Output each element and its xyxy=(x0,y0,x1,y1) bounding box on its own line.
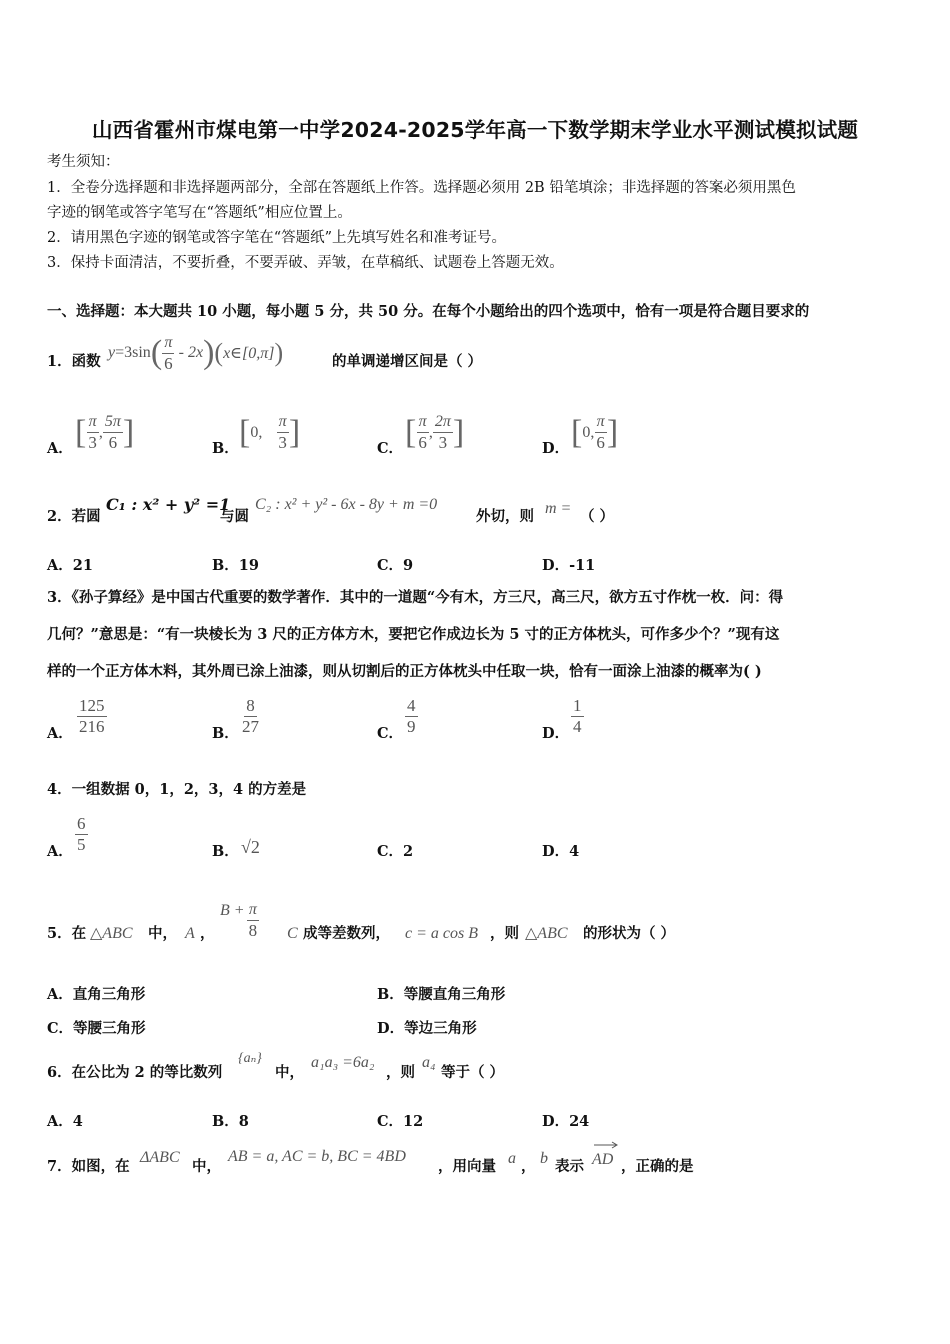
q7-number: 7．如图，在 xyxy=(47,1158,130,1175)
q5-number: 5．在 xyxy=(47,925,87,942)
q7-text-1: ，用向量 xyxy=(438,1158,496,1175)
q6-tail: 等于（ ） xyxy=(441,1064,505,1081)
q5-comma: ， xyxy=(200,925,215,942)
q5-triangle-2: △ABC xyxy=(525,925,568,942)
q1-option-a-label: A． xyxy=(47,440,73,457)
q6-number: 6．在公比为 2 的等比数列 xyxy=(47,1064,223,1081)
q3-option-a: $\frac{125}{216}$ xyxy=(79,696,105,736)
q3-option-a-label: A． xyxy=(47,725,73,742)
q4-option-c: C．2 xyxy=(377,843,414,860)
q6-option-a: A．4 xyxy=(47,1113,83,1130)
q4-option-b-label: B． xyxy=(212,843,239,860)
q1-tail: 的单调递增区间是（ ） xyxy=(332,353,483,370)
q5-text-2: ，则 xyxy=(490,925,519,942)
notice-line-1a: 1．全卷分选择题和非选择题两部分，全部在答题纸上作答。选择题必须用 2B 铅笔填涂；非选择题的答案必须用黑色 xyxy=(47,180,796,196)
q6-sequence: {aₙ} xyxy=(238,1051,262,1066)
q2-mid: 与圆 xyxy=(220,508,249,525)
notice-heading: 考生须知： xyxy=(47,154,120,170)
q2-number: 2．若圆 xyxy=(47,508,101,525)
q3-option-b-label: B． xyxy=(212,725,239,742)
q1-number: 1．函数 xyxy=(47,353,101,370)
q2-tail-1: 外切，则 xyxy=(476,508,534,525)
q5-option-a: A．直角三角形 xyxy=(47,986,146,1003)
q5-text-3: 的形状为（ ） xyxy=(583,925,676,942)
q6-option-c: C．12 xyxy=(377,1113,424,1130)
q3-option-d: $\frac{1}{4}$ xyxy=(573,696,582,736)
q7-vector-ad: AD xyxy=(592,1141,620,1169)
q3-option-c: $\frac{4}{9}$ xyxy=(407,696,416,736)
q5-equation: c = a cos B xyxy=(405,925,478,942)
q5-zhong: 中， xyxy=(148,925,177,942)
q2-circle-c1: C₁ : x² + y² =1 xyxy=(106,495,231,514)
q5-option-d: D．等边三角形 xyxy=(377,1020,477,1037)
q2-option-d: D．-11 xyxy=(542,557,596,574)
q3-option-d-label: D． xyxy=(542,725,570,742)
q2-m: m = xyxy=(545,500,572,517)
q5-option-b: B．等腰直角三角形 xyxy=(377,986,506,1003)
q2-option-b: B．19 xyxy=(212,557,259,574)
q1-option-b: [ 0, $\frac{\pi}{3}$ ] xyxy=(239,413,301,452)
q7-equation: AB = a, AC = b, BC = 4BD xyxy=(228,1148,406,1165)
q5-angle-a: A xyxy=(185,925,195,942)
q3-line-2: 几何？”意思是：“有一块棱长为 3 尺的正方体方木，要把它作成边长为 5 寸的正方体枕头，可作多少个？”现有这 xyxy=(47,626,780,643)
q1-option-b-label: B． xyxy=(212,440,239,457)
notice-line-3: 3．保持卡面清洁，不要折叠，不要弄破、弄皱，在草稿纸、试题卷上答题无效。 xyxy=(47,255,564,271)
q1-option-c-label: C． xyxy=(377,440,404,457)
q1-option-a: [ $\frac{\pi}{3}$ , $\frac{5\pi}{6}$ ] xyxy=(75,413,135,452)
q7-triangle: ΔABC xyxy=(140,1149,180,1166)
q4-option-d: D．4 xyxy=(542,843,580,860)
q7-zhong: 中， xyxy=(192,1158,221,1175)
q2-option-c: C．9 xyxy=(377,557,414,574)
q4-text: 4．一组数据 0，1，2，3，4 的方差是 xyxy=(47,781,307,798)
q6-ze: ，则 xyxy=(386,1064,415,1081)
q6-option-d: D．24 xyxy=(542,1113,590,1130)
q5-b-plus-pi-8: B + $\frac{\pi}{8}$ xyxy=(220,901,258,940)
q6-option-b: B．8 xyxy=(212,1113,249,1130)
q2-tail-2: （ ） xyxy=(580,508,615,525)
section-heading: 一、选择题：本大题共 10 小题，每小题 5 分，共 50 分。在每个小题给出的四个选项中，恰有一项是符合题目要求的 xyxy=(47,303,810,320)
q1-option-d: [ 0, $\frac{\pi}{6}$ ] xyxy=(571,413,619,452)
q6-a4: a₄ xyxy=(422,1054,436,1071)
q4-option-a: $\frac{6}{5}$ xyxy=(77,814,86,854)
q4-option-b: √2 xyxy=(241,837,260,857)
page-title: 山西省霍州市煤电第一中学2024-2025学年高一下数学期末学业水平测试模拟试题 xyxy=(91,118,859,142)
q4-option-a-label: A． xyxy=(47,843,73,860)
q7-comma: ， xyxy=(521,1158,536,1175)
q5-text-1: 成等差数列， xyxy=(303,925,390,942)
q1-option-c: [ $\frac{\pi}{6}$ , $\frac{2\pi}{3}$ ] xyxy=(405,413,465,452)
q6-zhong: 中， xyxy=(275,1064,304,1081)
q7-text-2: 表示 xyxy=(555,1158,584,1175)
q3-line-3: 样的一个正方体木料，其外周已涂上油漆，则从切割后的正方体枕头中任取一块，恰有一面涂上油漆的概率为( ) xyxy=(47,663,762,680)
notice-line-1b: 字迹的钢笔或答字笔写在“答题纸”相应位置上。 xyxy=(47,205,352,221)
q2-option-a: A．21 xyxy=(47,557,93,574)
q5-option-c: C．等腰三角形 xyxy=(47,1020,146,1037)
q3-line-1: 3．《孙子算经》是中国古代重要的数学著作．其中的一道题“今有木，方三尺，高三尺，欲方五寸作枕一枚．问：得 xyxy=(47,589,784,606)
q5-angle-c: C xyxy=(287,925,298,942)
q7-vector-b: b xyxy=(540,1150,548,1167)
q2-circle-c2: C₂ : x² + y² - 6x - 8y + m =0 xyxy=(255,496,438,513)
q1-function-expression: y =3sin ( $\frac{\pi}{6}$ - 2x ) ( x∈[0,π] ) xyxy=(108,333,284,373)
notice-line-2: 2．请用黑色字迹的钢笔或答字笔在“答题纸”上先填写姓名和准考证号。 xyxy=(47,230,507,246)
q6-equation: a₁a₃ =6a₂ xyxy=(311,1054,375,1071)
q1-pi-over-6: $\frac{\pi}{6}$ xyxy=(164,333,173,373)
q1-option-d-label: D． xyxy=(542,440,570,457)
q3-option-b: $\frac{8}{27}$ xyxy=(242,696,259,736)
vector-arrow-icon xyxy=(592,1141,620,1149)
q7-vector-a: a xyxy=(508,1150,516,1167)
q7-text-3: ，正确的是 xyxy=(621,1158,694,1175)
q5-triangle: △ABC xyxy=(90,925,133,942)
q3-option-c-label: C． xyxy=(377,725,404,742)
